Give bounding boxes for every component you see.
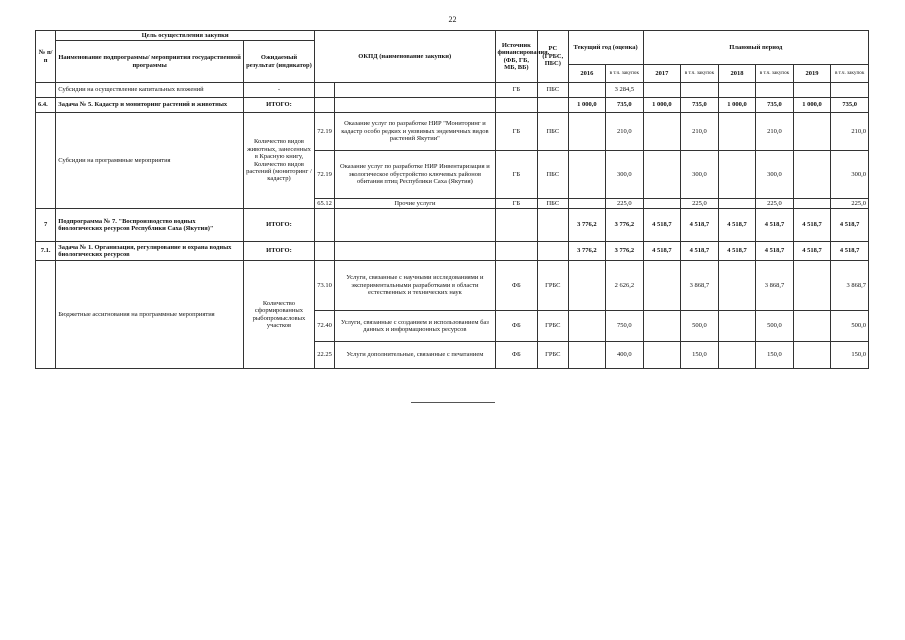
row-result: Количество видов животных, занесенных в Красную книгу, Количество видов растений (мониторинг / кадастр) [243, 113, 314, 209]
header-planned-period: Плановый период [643, 31, 868, 65]
row-p2019: 500,0 [831, 311, 869, 342]
header-rs: РС (ГРБС, ПБС) [538, 31, 568, 83]
row-p2016: 735,0 [606, 98, 644, 113]
row-rs: ГРБС [538, 342, 568, 369]
header-2018: 2018 [718, 65, 756, 83]
row-p2017: 300,0 [681, 151, 719, 199]
row-v2018: 4 518,7 [718, 209, 756, 242]
row-name: Подпрограмма № 7. "Воспроизводство водных биологических ресурсов Республики Саха (Якутия)" [56, 209, 244, 242]
okpd-name: Услуги дополнительные, связанные с печатанием [335, 342, 495, 369]
row-v2016: 1 000,0 [568, 98, 606, 113]
row-p2018: 300,0 [756, 151, 794, 199]
row-v2017: 4 518,7 [643, 209, 681, 242]
row-total-label: ИТОГО: [243, 209, 314, 242]
row-name: Бюджетные ассигнования на программные мероприятия [56, 261, 244, 369]
row-v2017: 4 518,7 [643, 242, 681, 261]
row-source: ФБ [495, 342, 538, 369]
row-p2016: 750,0 [606, 311, 644, 342]
row-p2018: 225,0 [756, 199, 794, 209]
header-incl-2017: в т.ч. закупок [681, 65, 719, 83]
row-name: Задача № 1. Организация, регулирование и охрана водных биологических ресурсов [56, 242, 244, 261]
row-p2016: 300,0 [606, 151, 644, 199]
row-v2018: 1 000,0 [718, 98, 756, 113]
row-p2019: 150,0 [831, 342, 869, 369]
row-p2016: 2 626,2 [606, 261, 644, 311]
row-p2017: 210,0 [681, 113, 719, 151]
page-number: 22 [448, 15, 457, 24]
row-p2016: 210,0 [606, 113, 644, 151]
table-row [36, 261, 869, 311]
row-p2019: 3 868,7 [831, 261, 869, 311]
okpd-code: 72.19 [314, 113, 334, 151]
table-row [36, 242, 869, 261]
row-p2019: 4 518,7 [831, 242, 869, 261]
header-subprogram: Наименование подпрограммы/ мероприятия государственной программы [56, 41, 244, 83]
header-funding-source: Источник финансирования. (ФБ, ГБ, МБ, ВБ) [495, 31, 538, 83]
table-row [36, 209, 869, 242]
header-incl-2016: в т.ч. закупок [606, 65, 644, 83]
row-num: 6.4. [36, 98, 56, 113]
okpd-code: 72.40 [314, 311, 334, 342]
row-source: ГБ [495, 199, 538, 209]
row-rs: ПБС [538, 113, 568, 151]
row-source: ФБ [495, 261, 538, 311]
row-p2016: 225,0 [606, 199, 644, 209]
okpd-name: Прочие услуги [335, 199, 495, 209]
row-v2017: 1 000,0 [643, 98, 681, 113]
row-name: Субсидии на программные мероприятия [56, 113, 244, 209]
row-name: Субсидии на осуществление капитальных вложений [56, 83, 244, 98]
header-okpd: ОКПД (наименование закупки) [314, 31, 495, 83]
row-v2018: 4 518,7 [718, 242, 756, 261]
row-source: ФБ [495, 311, 538, 342]
header-2016: 2016 [568, 65, 606, 83]
footer-divider [411, 402, 495, 403]
row-p2019: 210,0 [831, 113, 869, 151]
okpd-name: Услуги, связанные с научными исследованиями и экспериментальными разработками в области естественных и технических наук [335, 261, 495, 311]
row-v2019: 1 000,0 [793, 98, 831, 113]
header-current-year: Текущий год (оценка) [568, 31, 643, 65]
table-row [36, 113, 869, 151]
table-row [36, 83, 869, 98]
row-rs: ПБС [538, 83, 568, 98]
row-p2018: 4 518,7 [756, 209, 794, 242]
row-total-label: ИТОГО: [243, 98, 314, 113]
row-name: Задача № 5. Кадастр и мониторинг растений и животных [56, 98, 244, 113]
row-result: Количество сформированных рыбопромысловых участков [243, 261, 314, 369]
header-goal: Цель осуществления закупки [56, 31, 315, 41]
row-p2019: 300,0 [831, 151, 869, 199]
row-result: - [243, 83, 314, 98]
row-p2016: 3 776,2 [606, 209, 644, 242]
row-p2017: 225,0 [681, 199, 719, 209]
row-p2019: 735,0 [831, 98, 869, 113]
row-total-label: ИТОГО: [243, 242, 314, 261]
okpd-name: Услуги, связанные с созданием и использованием баз данных и информационных ресурсов [335, 311, 495, 342]
row-p2018: 500,0 [756, 311, 794, 342]
row-v2016: 3 776,2 [568, 242, 606, 261]
row-rs: ПБС [538, 151, 568, 199]
row-rs: ГРБС [538, 311, 568, 342]
header-2017: 2017 [643, 65, 681, 83]
row-p2019: 225,0 [831, 199, 869, 209]
row-p2019: 4 518,7 [831, 209, 869, 242]
okpd-name: Оказание услуг по разработке НИР "Мониторинг и кадастр особо редких и уязвимых эндемичных видов растений Якутии" [335, 113, 495, 151]
row-v2019: 4 518,7 [793, 242, 831, 261]
okpd-code: 72.19 [314, 151, 334, 199]
row-num: 7 [36, 209, 56, 242]
row-p2017: 500,0 [681, 311, 719, 342]
header-incl-2019: в т.ч. закупок [831, 65, 869, 83]
row-source: ГБ [495, 113, 538, 151]
row-source: ГБ [495, 151, 538, 199]
row-v2019: 4 518,7 [793, 209, 831, 242]
row-p2018: 3 868,7 [756, 261, 794, 311]
header-num: № п/п [36, 31, 56, 83]
row-p2017: 4 518,7 [681, 242, 719, 261]
okpd-code: 73.10 [314, 261, 334, 311]
okpd-code: 22.25 [314, 342, 334, 369]
row-p2017: 4 518,7 [681, 209, 719, 242]
procurement-table [35, 30, 869, 369]
row-p2017: 150,0 [681, 342, 719, 369]
row-v2016: 3 776,2 [568, 209, 606, 242]
row-rs: ГРБС [538, 261, 568, 311]
row-p2018: 210,0 [756, 113, 794, 151]
header-incl-2018: в т.ч. закупок [756, 65, 794, 83]
okpd-code: 65.12 [314, 199, 334, 209]
row-p2017: 735,0 [681, 98, 719, 113]
row-p2016: 3 776,2 [606, 242, 644, 261]
header-result: Ожидаемый результат (индикатор) [243, 41, 314, 83]
header-row-1 [36, 31, 869, 41]
row-num: 7.1. [36, 242, 56, 261]
row-p2018: 150,0 [756, 342, 794, 369]
table-row [36, 98, 869, 113]
row-p2018: 735,0 [756, 98, 794, 113]
row-p2016: 3 284,5 [606, 83, 644, 98]
okpd-name: Оказание услуг по разработке НИР Инвентаризация и экологическое обустройство ключевых районов обитания птиц Республики Саха (Якутия) [335, 151, 495, 199]
row-rs: ПБС [538, 199, 568, 209]
row-p2017: 3 868,7 [681, 261, 719, 311]
row-p2018: 4 518,7 [756, 242, 794, 261]
header-2019: 2019 [793, 65, 831, 83]
row-source: ГБ [495, 83, 538, 98]
row-p2016: 400,0 [606, 342, 644, 369]
